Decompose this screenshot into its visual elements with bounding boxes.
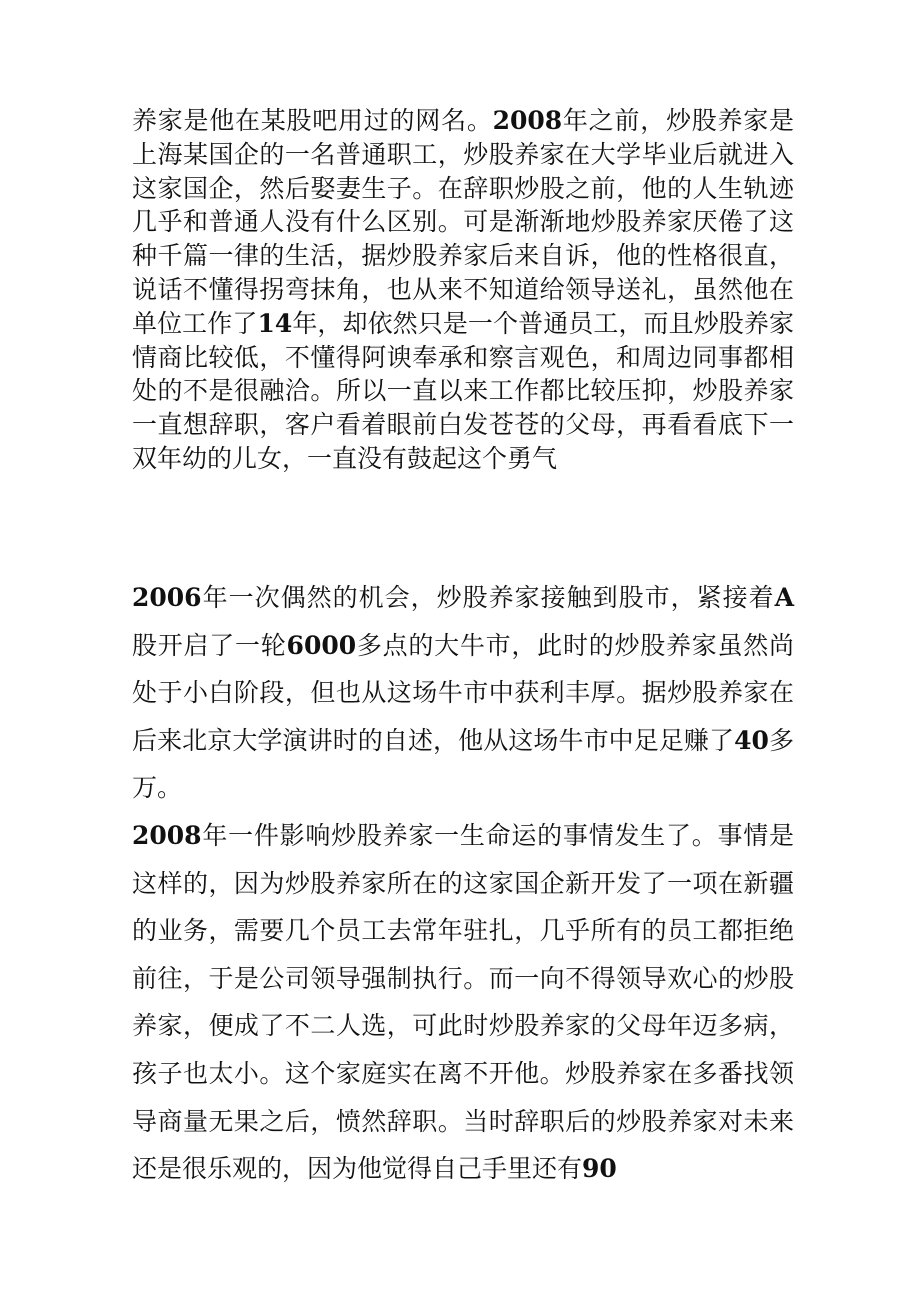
bold-number: 2008 — [132, 821, 202, 850]
bold-number: 14 — [257, 308, 293, 338]
bold-number: 90 — [582, 1154, 617, 1184]
paragraph-3: 2008年一件影响炒股养家一生命运的事情发生了。事情是这样的，因为炒股养家所在的这家国企新开发了一项在新疆的业务，需要几个员工去常年驻扎，几乎所有的员工都拒绝前往，于是公司领导强制执行。而一向不得领导欢心的炒股养家，便成了不二人选，可此时炒股养家的父母年迈多病，孩子也太小。这个家庭实在离不开他。炒股养家在多番找领导商量无果之后，愤然辞职。当时辞职后的炒股养家对未来还是很乐观的，因为他觉得自己手里还有90 — [132, 821, 794, 1184]
bold-number: 6000 — [286, 630, 357, 660]
bold-number: 40 — [734, 725, 769, 755]
paragraph-2: 2006年一次偶然的机会，炒股养家接触到股市，紧接着A股开启了一轮6000多点的大牛市，此时的炒股养家虽然尚处于小白阶段，但也从这场牛市中获利丰厚。据炒股养家在后来北京大学演讲时的自述，他从这场牛市中足足赚了40多万。 — [132, 583, 794, 803]
paragraph-1: 养家是他在某股吧用过的网名。2008年之前，炒股养家是上海某国企的一名普通职工，炒股养家在大学毕业后就进入这家国企，然后娶妻生子。在辞职炒股之前，他的人生轨迹几乎和普通人没有什么区别。可是渐渐地炒股养家厌倦了这种千篇一律的生活，据炒股养家后来自诉，他的性格很直，说话不懂得拐弯抹角，也从来不知道给领导送礼，虽然他在单位工作了14年，却依然只是一个普通员工，而且炒股养家情商比较低，不懂得阿谀奉承和察言观色，和周边同事都相处的不是很融洽。所以一直以来工作都比较压抑，炒股养家一直想辞职，客户看着眼前白发苍苍的父母，再看看底下一双年幼的儿女，一直没有鼓起这个勇气 — [132, 106, 794, 473]
bold-number: 2006 — [132, 583, 202, 612]
bold-number: 2008 — [492, 106, 563, 135]
bold-number: A — [774, 583, 794, 612]
